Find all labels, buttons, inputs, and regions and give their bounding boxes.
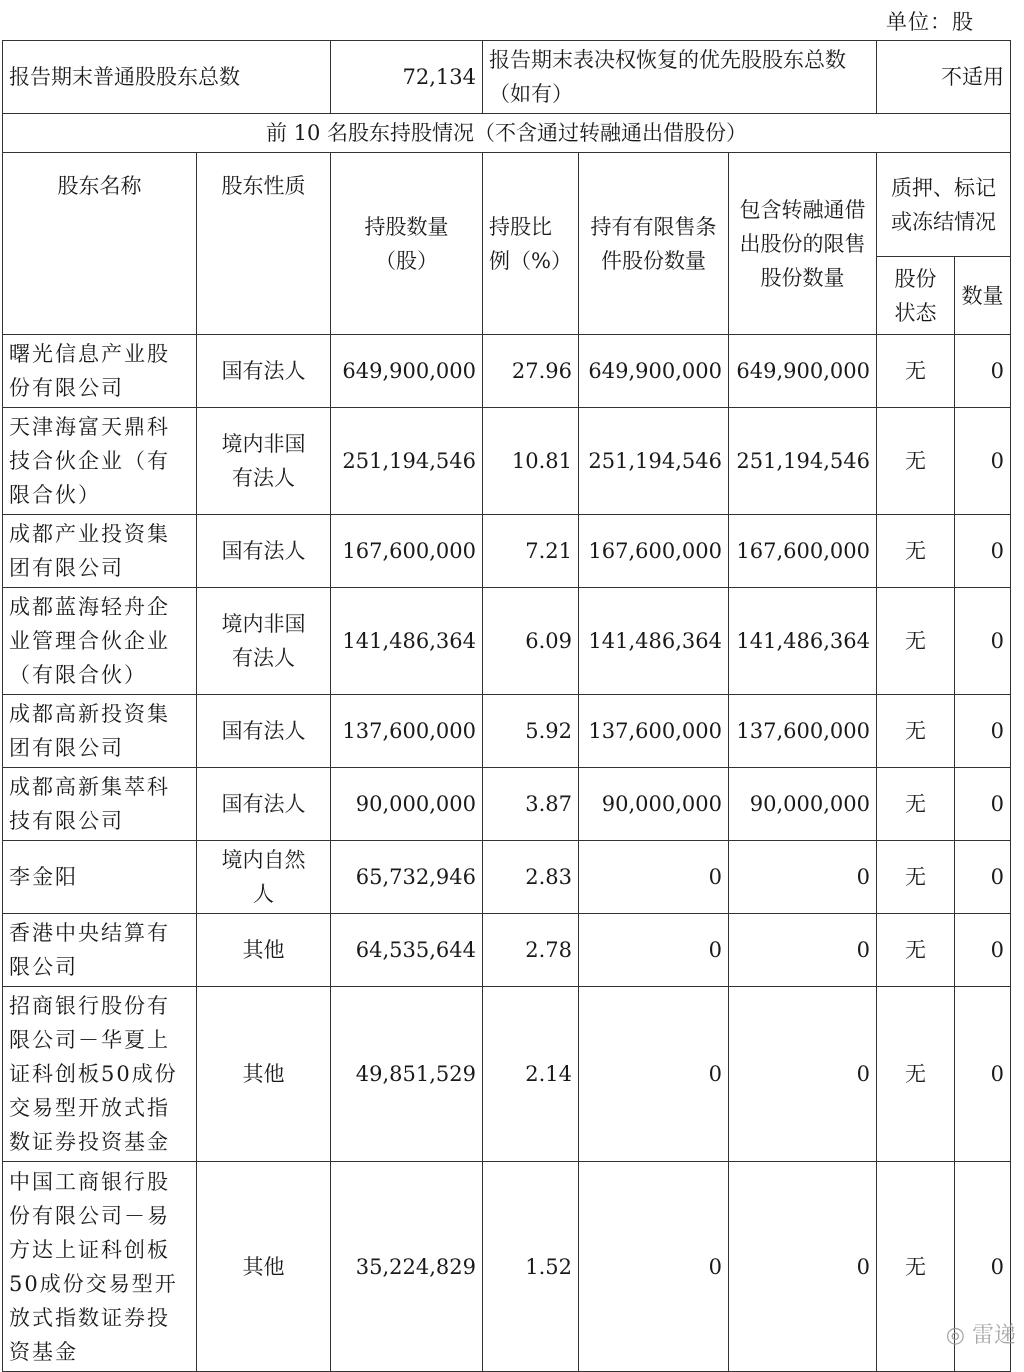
shareholder-name: 曙光信息产业股份有限公司 bbox=[3, 335, 197, 408]
shares-count: 251,194,546 bbox=[331, 408, 483, 515]
pledge-status: 无 bbox=[877, 1162, 955, 1372]
shares-count: 141,486,364 bbox=[331, 588, 483, 695]
shares-ratio: 6.09 bbox=[483, 588, 579, 695]
shareholder-name: 招商银行股份有限公司－华夏上证科创板50成份交易型开放式指数证券投资基金 bbox=[3, 987, 197, 1162]
header-restricted-incl: 包含转融通借出股份的限售股份数量 bbox=[729, 153, 877, 335]
header-pledge: 质押、标记或冻结情况 bbox=[877, 153, 1011, 257]
table-row bbox=[3, 695, 1011, 768]
shares-ratio: 27.96 bbox=[483, 335, 579, 408]
pledge-status: 无 bbox=[877, 335, 955, 408]
shareholder-name: 李金阳 bbox=[3, 841, 197, 914]
pledge-status: 无 bbox=[877, 768, 955, 841]
restricted-incl-shares: 0 bbox=[729, 841, 877, 914]
summary-row bbox=[3, 41, 1011, 114]
shareholder-nature: 其他 bbox=[197, 1162, 331, 1372]
shares-count: 64,535,644 bbox=[331, 914, 483, 987]
shareholder-nature: 国有法人 bbox=[197, 695, 331, 768]
section-title-row bbox=[3, 114, 1011, 153]
shares-ratio: 7.21 bbox=[483, 515, 579, 588]
shares-count: 137,600,000 bbox=[331, 695, 483, 768]
header-nature: 股东性质 bbox=[197, 153, 331, 335]
table-row bbox=[3, 841, 1011, 914]
pledge-qty: 0 bbox=[955, 588, 1011, 695]
shareholder-name: 成都蓝海轻舟企业管理合伙企业（有限合伙） bbox=[3, 588, 197, 695]
shares-count: 167,600,000 bbox=[331, 515, 483, 588]
shareholder-name: 成都高新集萃科技有限公司 bbox=[3, 768, 197, 841]
pledge-qty: 0 bbox=[955, 841, 1011, 914]
restricted-shares: 141,486,364 bbox=[579, 588, 729, 695]
shares-ratio: 10.81 bbox=[483, 408, 579, 515]
shares-count: 49,851,529 bbox=[331, 987, 483, 1162]
pledge-status: 无 bbox=[877, 987, 955, 1162]
pledge-status: 无 bbox=[877, 515, 955, 588]
shareholder-name: 成都产业投资集团有限公司 bbox=[3, 515, 197, 588]
restricted-shares: 0 bbox=[579, 987, 729, 1162]
pledge-qty: 0 bbox=[955, 768, 1011, 841]
header-pledge-status: 股份状态 bbox=[877, 257, 955, 335]
pledge-qty: 0 bbox=[955, 1162, 1011, 1372]
shareholder-nature: 境内自然人 bbox=[197, 841, 331, 914]
shares-ratio: 1.52 bbox=[483, 1162, 579, 1372]
pledge-qty: 0 bbox=[955, 695, 1011, 768]
restricted-shares: 251,194,546 bbox=[579, 408, 729, 515]
shareholder-name: 中国工商银行股份有限公司－易方达上证科创板50成份交易型开放式指数证券投资基金 bbox=[3, 1162, 197, 1372]
header-name: 股东名称 bbox=[3, 153, 197, 335]
total-common-value: 72,134 bbox=[331, 41, 483, 114]
shares-count: 35,224,829 bbox=[331, 1162, 483, 1372]
table-row bbox=[3, 768, 1011, 841]
pledge-qty: 0 bbox=[955, 987, 1011, 1162]
table-row bbox=[3, 408, 1011, 515]
watermark-logo bbox=[946, 1318, 1016, 1349]
weibo-icon: ◎ bbox=[945, 1323, 965, 1348]
restricted-shares: 90,000,000 bbox=[579, 768, 729, 841]
shareholder-nature: 国有法人 bbox=[197, 335, 331, 408]
total-common-label: 报告期末普通股股东总数 bbox=[3, 41, 331, 114]
shareholder-nature: 其他 bbox=[197, 987, 331, 1162]
restricted-incl-shares: 167,600,000 bbox=[729, 515, 877, 588]
shares-ratio: 2.14 bbox=[483, 987, 579, 1162]
header-pledge-qty: 数量 bbox=[955, 257, 1011, 335]
unit-label: 单位：股 bbox=[886, 10, 974, 34]
shares-ratio: 2.78 bbox=[483, 914, 579, 987]
restricted-incl-shares: 0 bbox=[729, 914, 877, 987]
shares-ratio: 5.92 bbox=[483, 695, 579, 768]
table-row bbox=[3, 914, 1011, 987]
table-row bbox=[3, 987, 1011, 1162]
shares-ratio: 2.83 bbox=[483, 841, 579, 914]
restricted-shares: 0 bbox=[579, 914, 729, 987]
restricted-shares: 0 bbox=[579, 1162, 729, 1372]
shareholder-nature: 境内非国有法人 bbox=[197, 408, 331, 515]
restricted-incl-shares: 251,194,546 bbox=[729, 408, 877, 515]
restricted-incl-shares: 141,486,364 bbox=[729, 588, 877, 695]
restricted-shares: 167,600,000 bbox=[579, 515, 729, 588]
pledge-status: 无 bbox=[877, 408, 955, 515]
watermark-text: 雷递 bbox=[971, 1323, 1016, 1348]
header-ratio: 持股比例（%） bbox=[483, 153, 579, 335]
shares-count: 65,732,946 bbox=[331, 841, 483, 914]
restricted-incl-shares: 0 bbox=[729, 1162, 877, 1372]
pledge-qty: 0 bbox=[955, 515, 1011, 588]
header-shares: 持股数量（股） bbox=[331, 153, 483, 335]
pledge-qty: 0 bbox=[955, 335, 1011, 408]
restricted-shares: 649,900,000 bbox=[579, 335, 729, 408]
pledge-status: 无 bbox=[877, 914, 955, 987]
restricted-incl-shares: 137,600,000 bbox=[729, 695, 877, 768]
shareholder-nature: 境内非国有法人 bbox=[197, 588, 331, 695]
table-row bbox=[3, 515, 1011, 588]
pledge-status: 无 bbox=[877, 841, 955, 914]
table-row bbox=[3, 588, 1011, 695]
shareholder-table bbox=[2, 40, 1011, 1372]
pledge-status: 无 bbox=[877, 588, 955, 695]
shareholder-name: 天津海富天鼎科技合伙企业（有限合伙） bbox=[3, 408, 197, 515]
table-row bbox=[3, 1162, 1011, 1372]
preferred-value: 不适用 bbox=[877, 41, 1011, 114]
table-row bbox=[3, 335, 1011, 408]
header-row bbox=[3, 153, 1011, 257]
shares-ratio: 3.87 bbox=[483, 768, 579, 841]
shares-count: 90,000,000 bbox=[331, 768, 483, 841]
shareholder-nature: 国有法人 bbox=[197, 515, 331, 588]
restricted-incl-shares: 0 bbox=[729, 987, 877, 1162]
restricted-shares: 137,600,000 bbox=[579, 695, 729, 768]
shareholder-name: 成都高新投资集团有限公司 bbox=[3, 695, 197, 768]
pledge-status: 无 bbox=[877, 695, 955, 768]
restricted-incl-shares: 649,900,000 bbox=[729, 335, 877, 408]
pledge-qty: 0 bbox=[955, 914, 1011, 987]
shareholder-nature: 国有法人 bbox=[197, 768, 331, 841]
section-title: 前 10 名股东持股情况（不含通过转融通出借股份） bbox=[3, 114, 1011, 153]
shares-count: 649,900,000 bbox=[331, 335, 483, 408]
restricted-shares: 0 bbox=[579, 841, 729, 914]
pledge-qty: 0 bbox=[955, 408, 1011, 515]
restricted-incl-shares: 90,000,000 bbox=[729, 768, 877, 841]
header-restricted: 持有有限售条件股份数量 bbox=[579, 153, 729, 335]
preferred-label: 报告期末表决权恢复的优先股股东总数（如有） bbox=[483, 41, 877, 114]
shareholder-nature: 其他 bbox=[197, 914, 331, 987]
shareholder-name: 香港中央结算有限公司 bbox=[3, 914, 197, 987]
